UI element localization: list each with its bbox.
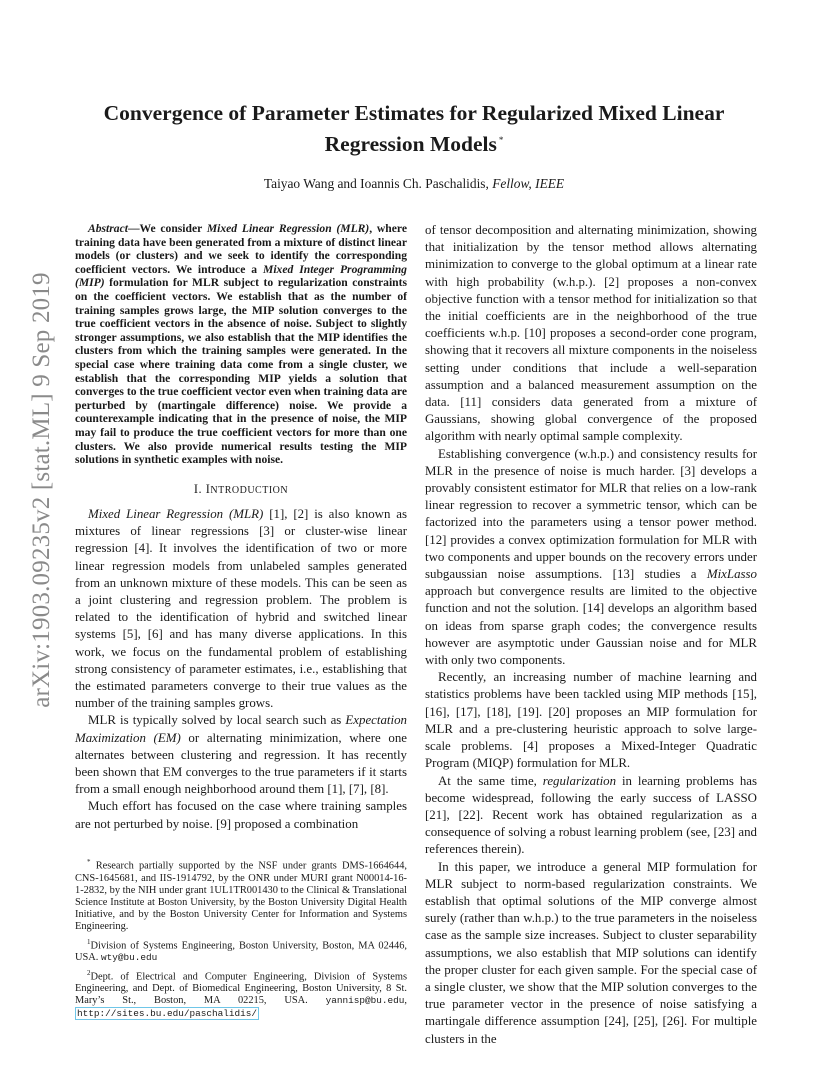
left-column [75,222,407,833]
intro-p1-text: [1], [2] is also known as mixtures of linear regressions [3] or cluster-wise linear regression [4]. It involves the identification of two or more linear regression models from unlabeled samples generated from an unknown mixture of these models. This can be seen as a joint clustering and regression problem. The problem is related to the identification of hybrid and switched linear systems [5], [6] and has many diverse applications. In this work, we focus on the fundamental problem of establishing strong consistency of parameter estimates, i.e., establishing that the estimated parameters converge to their true values as the number of the training samples grows. [75,506,407,711]
intro-paragraph-1 [75,506,407,712]
right-p2-emph: MixLasso [706,567,757,582]
right-p4-text-a: At the same time, [438,773,543,788]
section-heading-introduction [75,481,407,499]
intro-paragraph-2 [75,712,407,798]
abstract-lead: Abstract [88,222,128,235]
footnote-1-mark: 1 [87,937,91,946]
author-suffix: Fellow, IEEE [492,176,565,191]
right-p2-text-a: Establishing convergence (w.h.p.) and consistency results for MLR in the presence of noise is much harder. [3] develops a provably consistent estimator for MLR that relies on a low-rank linear regression to recover a symmetric tensor, which can be factorized into the parameters using a tensor power method. [12] provides a convex optimization formulation for MLR with two components and upper bounds on the recovery errors under subgaussian noise assumptions. [13] studies a [425,446,757,582]
abstract-emph-1: Mixed Linear Regression (MLR) [206,222,370,235]
abstract-dash: — [127,222,140,235]
right-paragraph-1: of tensor decomposition and alternating minimization, showing that initialization by the tensor method allows alternating minimization to converge to the global optimum at a linear rate with high probability (w.h.p.). [2] proposes a non-convex objective function with a tensor method for initialization so that the initial coefficients are in the neighborhood of the true coefficients w.h.p. [10] proposes a second-order cone program, showing that it recovers all mixture components in the noiseless setting under conditions that include a well-separation assumption and a balanced measurement assumption on the data. [11] considers data generated from a mixture of Gaussians, showing global convergence of the proposed algorithm with nearly optimal sample complexity. [425,223,757,444]
abstract-text-2: , where training data have been generated from a mixture of distinct linear models (or clusters) and we seek to identify the corresponding coefficient vectors. We introduce a [75,222,407,276]
abstract-text-1: We consider [139,222,207,235]
intro-p1-emph: Mixed Linear Regression (MLR) [88,506,264,521]
paper-title-text: Convergence of Parameter Estimates for Regularized Mixed Linear Regression Models [103,101,725,157]
right-paragraph-5: In this paper, we introduce a general MIP formulation for MLR subject to norm-based regularization constraints. We establish that optimal solutions of the MIP converge almost surely (rather than w.h.p.) to the true parameters in the noiseless case as the sample size increases. Subject to cluster separability assumptions, we also establish that MIP solutions can identify the proper cluster for each given sample. For the special case of a single cluster, we show that the MIP solution converges to the true parameter vector in the presence of noise satisfying a martingale difference assumption [24], [25], [26]. For multiple clusters in the [425,859,757,1046]
footnote-funding-text: Research partially supported by the NSF under grants DMS-1664644, CNS-1645681, and IIS-1914792, by the ONR under MURI grant N00014-16-1-2832, by the NIH under grant 1UL1TR001430 to the Clinical & Translational Science Institute at Boston University, by the Boston University Digital Health Initiative, and by the Boston University Center for Information and Systems Engineering. [75,860,407,933]
footnotes [75,856,407,1022]
right-p4-emph: regularization [542,773,617,788]
footnote-2-url-link[interactable]: http://sites.bu.edu/paschalidis/ [77,1007,258,1019]
footnote-2-separator: , [404,995,407,1007]
footnote-1-email[interactable]: wty@bu.edu [100,952,158,964]
intro-paragraph-3: Much effort has focused on the case where training samples are not perturbed by noise. [9] proposed a combination [75,799,407,831]
right-paragraph-3: Recently, an increasing number of machine learning and statistics problems have been tackled using MIP methods [15], [16], [17], [18], [19]. [20] proposes an MIP formulation for MLR and a pre-clustering heuristic approach to solve large-scale problems. [4] proposes a Mixed-Integer Quadratic Program (MIQP) formulation for MLR. [425,670,757,771]
author-line [80,176,748,192]
footnote-2-text: Dept. of Electrical and Computer Engineering, Division of Systems Engineering, and Dept. of Biomedical Engineering, Boston University, 8 St. Mary’s St., Boston, MA 02215, USA. [75,971,407,1007]
right-p2-text-b: approach but convergence results are limited to the objective function and not the solution. [14] develops an algorithm based on ideas from sparse graph codes; the convergence results however are asymptotic under Gaussian noise and for MLR with only two components. [425,584,757,668]
paper-title [80,100,748,158]
arxiv-identifier-text: arXiv:1903.09235v2 [stat.ML] 9 Sep 2019 [28,272,56,708]
footnote-2-mark: 2 [87,968,91,977]
section-title-first: I [205,481,211,496]
author-names: Taiyao Wang and Ioannis Ch. Paschalidis, [263,176,489,191]
abstract-emph-2: Mixed Integer Programming (MIP) [75,262,407,290]
right-paragraph-2 [425,446,757,670]
footnote-1-text: Division of Systems Engineering, Boston University, Boston, MA 02446, USA. [75,940,407,964]
right-column [425,222,757,1048]
section-title-rest: NTRODUCTION [210,484,289,496]
footnote-affiliation-2 [75,967,407,1020]
footnote-affiliation-1 [75,936,407,965]
intro-p2-text-b: or alternating minimization, where one alternates between clustering and regression. It has recently been shown that EM converges to the true parameters if it starts from a small enough neighborhood around them [1], [7], [8]. [75,730,408,797]
right-p4-text-b: in learning problems has become widespread, following the early success of LASSO [21], [22]. Recent work has obtained regularization as a consequence of solving a robust learning problem (see, [23] and references therein). [425,773,758,857]
title-footnote-mark: * [498,135,504,145]
intro-p2-emph: Expectation Maximization (EM) [75,713,407,745]
arxiv-identifier-stamp [22,272,62,708]
right-paragraph-4 [425,773,757,859]
abstract-text-3: formulation for MLR subject to regularization constraints on the coefficient vectors. We establish that as the number of training samples grows large, the MIP solution converges to the true coefficient vectors in the absence of noise. Subject to slightly stronger assumptions, we also establish that the MIP identifies the clusters from which the training samples were generated. In the special case where training data come from a single cluster, we establish that the corresponding MIP yields a solution that converges to the true coefficient vector even when training data are perturbed by (martingale difference) noise. We provide a counterexample indicating that in the presence of noise, the MIP may fail to produce the true coefficient vectors for more than one clusters. We also provide numerical results testing the MIP solutions in synthetic examples with noise. [75,276,407,467]
abstract [75,222,407,467]
footnote-funding [75,856,407,934]
intro-p2-text-a: MLR is typically solved by local search such as [88,713,346,728]
footnote-2-email[interactable]: yannisp@bu.edu [325,995,405,1007]
section-number: I. [193,481,203,496]
footnote-funding-mark: * [87,858,91,866]
